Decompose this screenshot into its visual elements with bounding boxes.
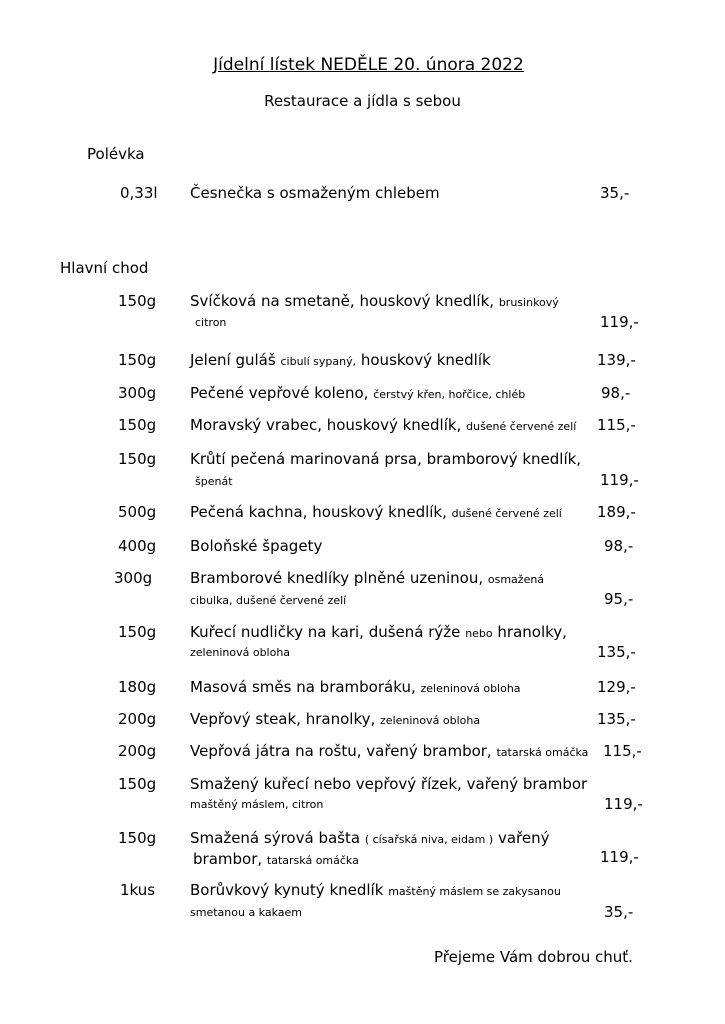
item-name: Kuřecí nudličky na kari, dušená rýže nebo hranolky,	[190, 623, 567, 641]
item-name: Pečená kachna, houskový knedlík, dušené červené zelí	[190, 503, 562, 521]
item-qty: 150g	[118, 292, 157, 310]
item-name: Krůtí pečená marinovaná prsa, bramborový knedlík,	[190, 450, 582, 468]
item-name: Bramborové knedlíky plněné uzeninou, osmažená	[190, 569, 545, 587]
item-qty: 150g	[118, 416, 157, 434]
item-name: Smažený kuřecí nebo vepřový řízek, vařený brambor	[190, 775, 588, 793]
item-price: 119,-	[600, 848, 639, 866]
item-name: Masová směs na bramboráku, zeleninová obloha	[190, 678, 521, 696]
soup-name: Česnečka s osmaženým chlebem	[190, 184, 440, 202]
item-price: 95,-	[604, 590, 634, 608]
item-qty: 300g	[114, 569, 153, 587]
item-name: Borůvkový kynutý knedlík maštěný máslem se zakysanou	[190, 881, 561, 899]
item-name: Vepřová játra na roštu, vařený brambor, tatarská omáčka	[190, 742, 589, 760]
item-name: Svíčková na smetaně, houskový knedlík, brusinkový	[190, 292, 559, 310]
item-name: Vepřový steak, hranolky, zeleninová obloha	[190, 710, 481, 728]
item-side-line: smetanou a kakaem	[190, 906, 302, 919]
soup-qty: 0,33l	[120, 184, 158, 202]
item-price: 135,-	[597, 643, 636, 661]
menu-subtitle: Restaurace a jídla s sebou	[264, 92, 461, 110]
item-price: 98,-	[601, 384, 631, 402]
item-qty: 400g	[118, 537, 157, 555]
item-qty: 150g	[118, 829, 157, 847]
soup-price: 35,-	[600, 184, 630, 202]
item-qty: 180g	[118, 678, 157, 696]
item-price: 98,-	[604, 537, 634, 555]
item-price: 119,-	[604, 795, 643, 813]
item-qty: 150g	[118, 775, 157, 793]
item-price: 115,-	[603, 742, 642, 760]
item-price: 189,-	[597, 503, 636, 521]
item-name-line2: brambor, tatarská omáčka	[193, 850, 359, 868]
item-qty: 1kus	[120, 881, 156, 899]
item-name: Jelení guláš cibulí sypaný, houskový knedlík	[190, 351, 491, 369]
item-price: 139,-	[597, 351, 636, 369]
item-qty: 150g	[118, 623, 157, 641]
item-side-line: špenát	[195, 475, 233, 488]
item-name: Smažená sýrová bašta ( císařská niva, eidam ) vařený	[190, 829, 550, 847]
item-name: Boloňské špagety	[190, 537, 323, 555]
section-heading-main: Hlavní chod	[60, 259, 149, 277]
item-name: Moravský vrabec, houskový knedlík, dušené červené zelí	[190, 416, 577, 434]
menu-title: Jídelní lístek NEDĚLE 20. února 2022	[213, 55, 524, 75]
item-qty: 300g	[118, 384, 157, 402]
item-price: 135,-	[597, 710, 636, 728]
item-price: 129,-	[597, 678, 636, 696]
item-side-line: maštěný máslem, citron	[190, 798, 324, 811]
item-price: 119,-	[600, 313, 639, 331]
item-qty: 200g	[118, 742, 157, 760]
closing-wish: Přejeme Vám dobrou chuť.	[434, 948, 633, 966]
item-price: 115,-	[597, 416, 636, 434]
item-qty: 150g	[118, 351, 157, 369]
item-name: Pečené vepřové koleno, čerstvý křen, hořčice, chléb	[190, 384, 526, 402]
item-side-line: zeleninová obloha	[190, 646, 291, 659]
section-heading-soup: Polévka	[87, 145, 145, 163]
item-side-line: cibulka, dušené červené zelí	[190, 594, 347, 607]
item-qty: 150g	[118, 450, 157, 468]
item-qty: 200g	[118, 710, 157, 728]
item-price: 35,-	[604, 903, 634, 921]
item-qty: 500g	[118, 503, 157, 521]
item-price: 119,-	[600, 471, 639, 489]
item-side-line: citron	[195, 316, 227, 329]
